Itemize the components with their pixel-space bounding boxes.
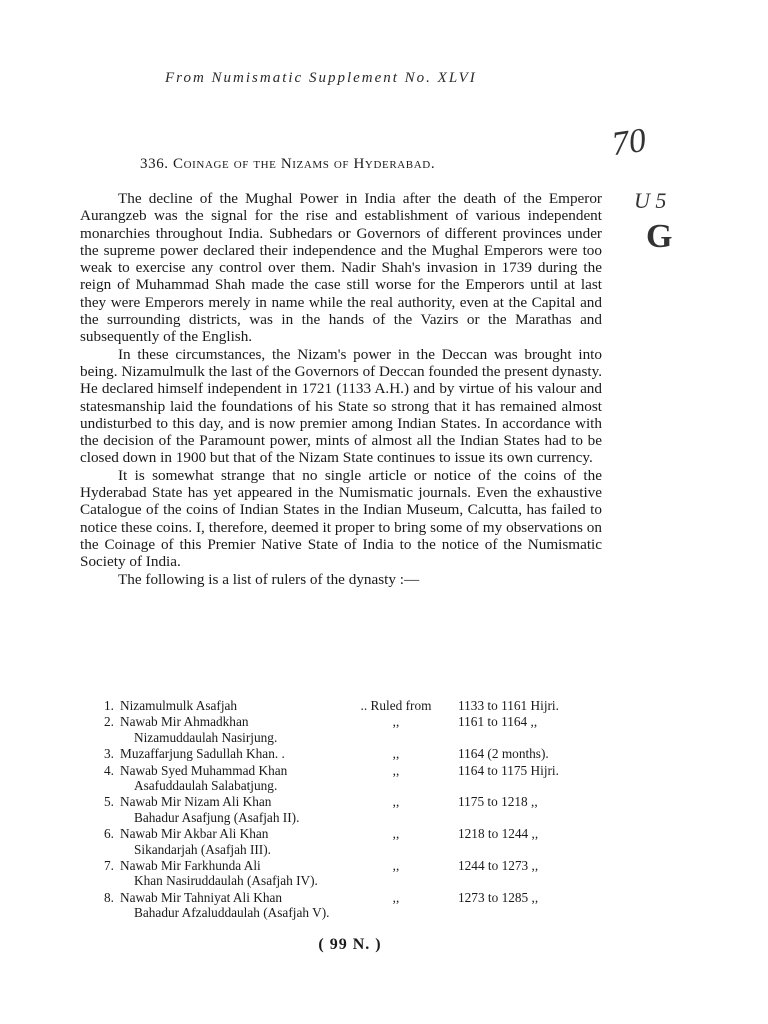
- ruler-number: 5.: [104, 794, 114, 810]
- ruler-name-continuation: Bahadur Afzaluddaulah (Asafjah V).: [134, 905, 330, 921]
- ruler-name-line: Nawab Mir Tahniyat Ali Khan: [120, 889, 283, 905]
- ruler-name-continuation: Bahadur Asafjung (Asafjah II).: [134, 809, 300, 825]
- ruler-dates: 1218 to 1244 ,,: [458, 826, 539, 842]
- list-item: [84, 714, 604, 745]
- ruler-dates: 1164 to 1175 Hijri.: [458, 762, 559, 778]
- ruler-number: 2.: [104, 714, 114, 730]
- ruler-name-continuation: Asafuddaulah Salabatjung.: [134, 778, 278, 794]
- ruler-name-line: Nawab Mir Nizam Ali Khan: [120, 794, 272, 810]
- ruler-name-continuation: Khan Nasiruddaulah (Asafjah IV).: [134, 873, 318, 889]
- ruler-name: [120, 698, 342, 713]
- ruler-dates: 1175 to 1218 ,,: [458, 794, 538, 810]
- list-item: [84, 698, 604, 713]
- ruler-name: [120, 746, 342, 761]
- ruler-name-line: Nawab Mir Akbar Ali Khan: [120, 826, 269, 842]
- ruler-name-continuation: Nizamuddaulah Nasirjung.: [134, 729, 278, 745]
- ruler-name-line: Nawab Mir Ahmadkhan: [120, 714, 249, 730]
- list-item: [84, 763, 604, 794]
- ruler-dates: 1244 to 1273 ,,: [458, 858, 539, 874]
- ruler-name-continuation: Sikandarjah (Asafjah III).: [134, 841, 271, 857]
- page-number: ( 99 N. ): [318, 936, 382, 953]
- ruler-name-line: Nawab Mir Farkhunda Ali: [120, 858, 261, 874]
- ruler-number: 7.: [104, 858, 114, 874]
- ruler-name: [120, 890, 342, 921]
- ruler-dates: 1273 to 1285 ,,: [458, 889, 539, 905]
- ruler-name: [120, 763, 342, 794]
- ruler-name-line: Nawab Syed Muhammad Khan: [120, 762, 288, 778]
- paragraph: It is somewhat strange that no single article or notice of the coins of the Hyderabad State has yet appeared in the Numismatic journals. Even the exhaustive Catalogue of the coins of Indian States in the Indian Museum, Calcutta, has failed to notice these coins. I, therefore, deemed it proper to bring some of my observations on the Coinage of this Premier Native State of India to the notice of the Numismatic Society of India.: [80, 466, 602, 571]
- ditto-mark: ,,: [392, 889, 400, 905]
- list-item: [84, 746, 604, 761]
- ruler-number: 6.: [104, 826, 114, 842]
- margin-note: 70: [609, 121, 649, 164]
- running-header: From Numismatic Supplement No. XLVI: [165, 70, 477, 86]
- margin-note: U 5: [634, 188, 667, 213]
- ruler-dates: 1133 to 1161 Hijri.: [458, 698, 559, 713]
- paragraph: The following is a list of rulers of the dynasty :—: [118, 570, 420, 588]
- paragraph: In these circumstances, the Nizam's power in the Deccan was brought into being. Nizamulmulk the last of the Governors of Deccan founded the present dynasty. He declared himself independent in 1721 (1133 A.H.) and by virtue of his valour and statesmanship laid the foundations of his State so strong that it has remained almost undisturbed to this day, and is now premier among Indian States. In accordance with the decision of the Paramount power, mints of almost all the Indian States had to be closed down in 1900 but that of the Nizam State continues to issue its own currency.: [80, 345, 602, 467]
- article-body: [80, 190, 602, 588]
- ditto-mark: ,,: [392, 858, 400, 874]
- list-item: [84, 794, 604, 825]
- ruler-name: [120, 858, 342, 889]
- ruler-number: 3.: [104, 746, 114, 762]
- ditto-mark: ,,: [392, 746, 400, 762]
- ruler-name: [120, 794, 342, 825]
- paragraph: The decline of the Mughal Power in India after the death of the Emperor Aurangzeb was the signal for the rise and establishment of various independent monarchies throughout India. Subhedars or Governors of different provinces under the supreme power declared their independence and the Mughal Emperors were too weak to exercise any control over them. Nadir Shah's invasion in 1739 during the reign of Muhammad Shah made the case still worse for the Emperors until at last they were Emperors merely in name while the real authority, even at the Capital and the surrounding districts, was in the hands of the Vazirs or the Marathas and subsequently of the English.: [80, 190, 602, 346]
- ruler-name-line: Nizamulmulk Asafjah: [120, 698, 238, 713]
- ruled-label: .. Ruled from: [360, 698, 432, 713]
- ruler-name: [120, 714, 342, 745]
- ruler-name-line: Muzaffarjung Sadullah Khan. .: [120, 746, 285, 762]
- ruler-number: 4.: [104, 762, 114, 778]
- article-title: 336. Coinage of the Nizams of Hyderabad.: [140, 156, 436, 172]
- list-item: [84, 826, 604, 857]
- ruler-number: 1.: [104, 698, 114, 713]
- ruler-number: 8.: [104, 889, 114, 905]
- list-item: [84, 858, 604, 889]
- ditto-mark: ,,: [392, 714, 400, 730]
- margin-note: G: [646, 218, 673, 255]
- ruler-dates: 1161 to 1164 ,,: [458, 714, 538, 730]
- rulers-list: [84, 698, 604, 922]
- ruler-dates: 1164 (2 months).: [458, 746, 549, 762]
- ditto-mark: ,,: [392, 794, 400, 810]
- handwritten-margin-notes: [600, 120, 710, 280]
- list-item: [84, 890, 604, 921]
- ditto-mark: ,,: [392, 826, 400, 842]
- ditto-mark: ,,: [392, 762, 400, 778]
- ruler-name: [120, 826, 342, 857]
